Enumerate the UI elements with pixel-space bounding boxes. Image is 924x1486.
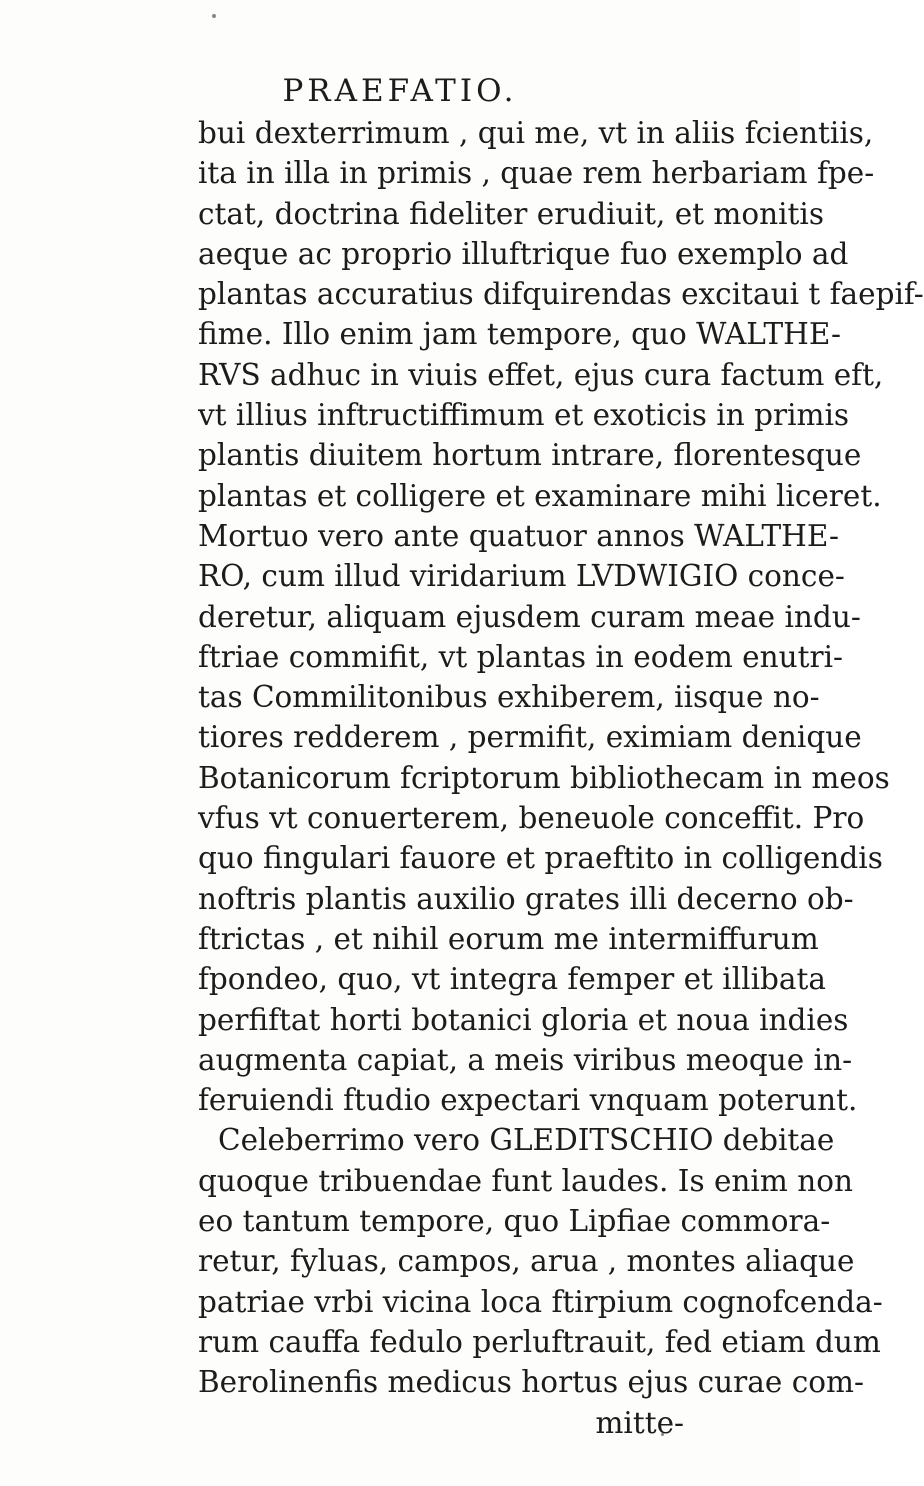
text-line: vt illius inftructiffimum et exoticis in primis bbox=[198, 398, 850, 433]
text-line: feruiendi ftudio expectari vnquam poterunt. bbox=[198, 1083, 858, 1118]
page-header: PRAEFATIO. bbox=[282, 73, 518, 109]
text-line: bui dexterrimum , qui me, vt in aliis fcientiis, bbox=[198, 116, 874, 150]
text-line: Mortuo vero ante quatuor annos WALTHE- bbox=[198, 518, 839, 553]
text-line: Berolinenfis medicus hortus ejus curae com- bbox=[198, 1365, 864, 1400]
text-line: augmenta capiat, a meis viribus meoque in- bbox=[198, 1042, 853, 1077]
text-line: quoque tribuendae funt laudes. Is enim non bbox=[198, 1163, 853, 1198]
text-line: tas Commilitonibus exhiberem, iisque no- bbox=[198, 680, 820, 715]
text-line: aeque ac proprio illuftrique fuo exemplo ad bbox=[198, 236, 849, 271]
text-line: plantas accuratius difquirendas excitaui t faepif- bbox=[198, 277, 924, 312]
text-line: plantas et colligere et examinare mihi liceret. bbox=[198, 478, 882, 513]
text-line: patriae vrbi vicina loca ftirpium cognofcenda- bbox=[198, 1284, 883, 1319]
text-line: RVS adhuc in viuis effet, ejus cura factum eft, bbox=[198, 357, 884, 392]
text-line: noftris plantis auxilio grates illi decerno ob- bbox=[198, 881, 854, 916]
text-line: tiores redderem , permifit, eximiam denique bbox=[198, 720, 862, 755]
text-line: ctat, doctrina fideliter erudiuit, et monitis bbox=[198, 196, 824, 231]
text-line: perfiftat horti botanici gloria et noua indies bbox=[198, 1002, 849, 1037]
text-line: Celeberrimo vero GLEDITSCHIO debitae bbox=[218, 1123, 835, 1158]
text-line: ita in illa in primis , quae rem herbariam fpe- bbox=[198, 156, 875, 191]
text-line: fime. Illo enim jam tempore, quo WALTHE- bbox=[198, 317, 841, 352]
text-line: fpondeo, quo, vt integra femper et illibata bbox=[198, 962, 826, 997]
text-line: vfus vt conuerterem, beneuole conceffit. Pro bbox=[198, 801, 865, 836]
text-line: ftriae commifit, vt plantas in eodem enutri- bbox=[198, 639, 843, 674]
text-line: eo tantum tempore, quo Lipfiae commora- bbox=[198, 1204, 831, 1239]
catchword: mitte- bbox=[595, 1405, 684, 1440]
text-line: ftrictas , et nihil eorum me intermiffurum bbox=[198, 921, 819, 956]
ink-speck bbox=[212, 14, 216, 18]
text-line: rum cauffa fedulo perluftrauit, fed etiam dum bbox=[198, 1324, 881, 1359]
text-line: retur, fyluas, campos, arua , montes aliaque bbox=[198, 1244, 855, 1279]
text-line: RO, cum illud viridarium LVDWIGIO conce- bbox=[198, 559, 845, 594]
text-line: deretur, aliquam ejusdem curam meae indu- bbox=[198, 599, 861, 634]
text-line: Botanicorum fcriptorum bibliothecam in meos bbox=[198, 760, 890, 795]
text-line: quo fingulari fauore et praeftito in colligendis bbox=[198, 841, 883, 876]
text-line: plantis diuitem hortum intrare, florentesque bbox=[198, 438, 862, 473]
body-text bbox=[198, 113, 924, 1443]
